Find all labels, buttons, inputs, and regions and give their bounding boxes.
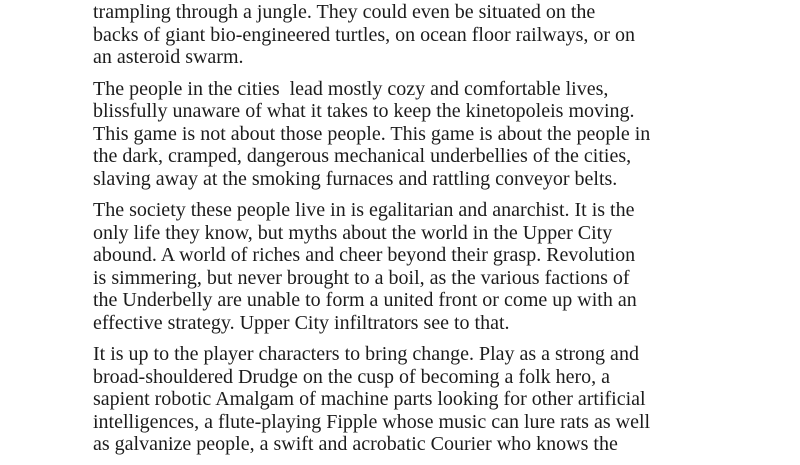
text-line: an asteroid swarm. [93,46,244,68]
text-line: The society these people live in is egalitarian and anarchist. It is the [93,199,635,221]
text-column [93,1,650,465]
text-line: the dark, cramped, dangerous mechanical underbellies of the cities, [93,145,632,167]
text-line: backs of giant bio-engineered turtles, on ocean floor railways, or on [93,23,636,46]
text-line: as galvanize people, a swift and acrobatic Courier who knows the [93,433,618,455]
text-line: It is up to the player characters to bring change. Play as a strong and [93,343,639,365]
paragraph-4 [93,343,650,456]
text-line: slaving away at the smoking furnaces and rattling conveyor belts. [93,167,618,190]
text-line: The people in the cities lead mostly cozy and comfortable lives, [93,77,609,100]
text-line: effective strategy. Upper City infiltrators see to that. [93,311,510,334]
text-line: This game is not about those people. This game is about the people in [93,122,651,145]
text-line: abound. A world of riches and cheer beyond their grasp. Revolution [93,244,636,266]
paragraph-3 [93,199,650,334]
text-line: only life they know, but myths about the world in the Upper City [93,221,613,244]
text-line: sapient robotic Amalgam of machine parts looking for other artificial [93,388,646,410]
paragraph-1 [93,1,650,69]
text-line: broad-shouldered Drudge on the cusp of becoming a folk hero, a [93,365,611,388]
text-line: the Underbelly are unable to form a united front or come up with an [93,289,637,311]
paragraph-2 [93,78,650,191]
text-line: trampling through a jungle. They could even be situated on the [93,1,596,23]
text-line: blissfully unaware of what it takes to keep the kinetopoleis moving. [93,100,635,122]
text-line: intelligences, a flute-playing Fipple whose music can lure rats as well [93,410,651,433]
text-line: is simmering, but never brought to a boil, as the various factions of [93,266,630,289]
